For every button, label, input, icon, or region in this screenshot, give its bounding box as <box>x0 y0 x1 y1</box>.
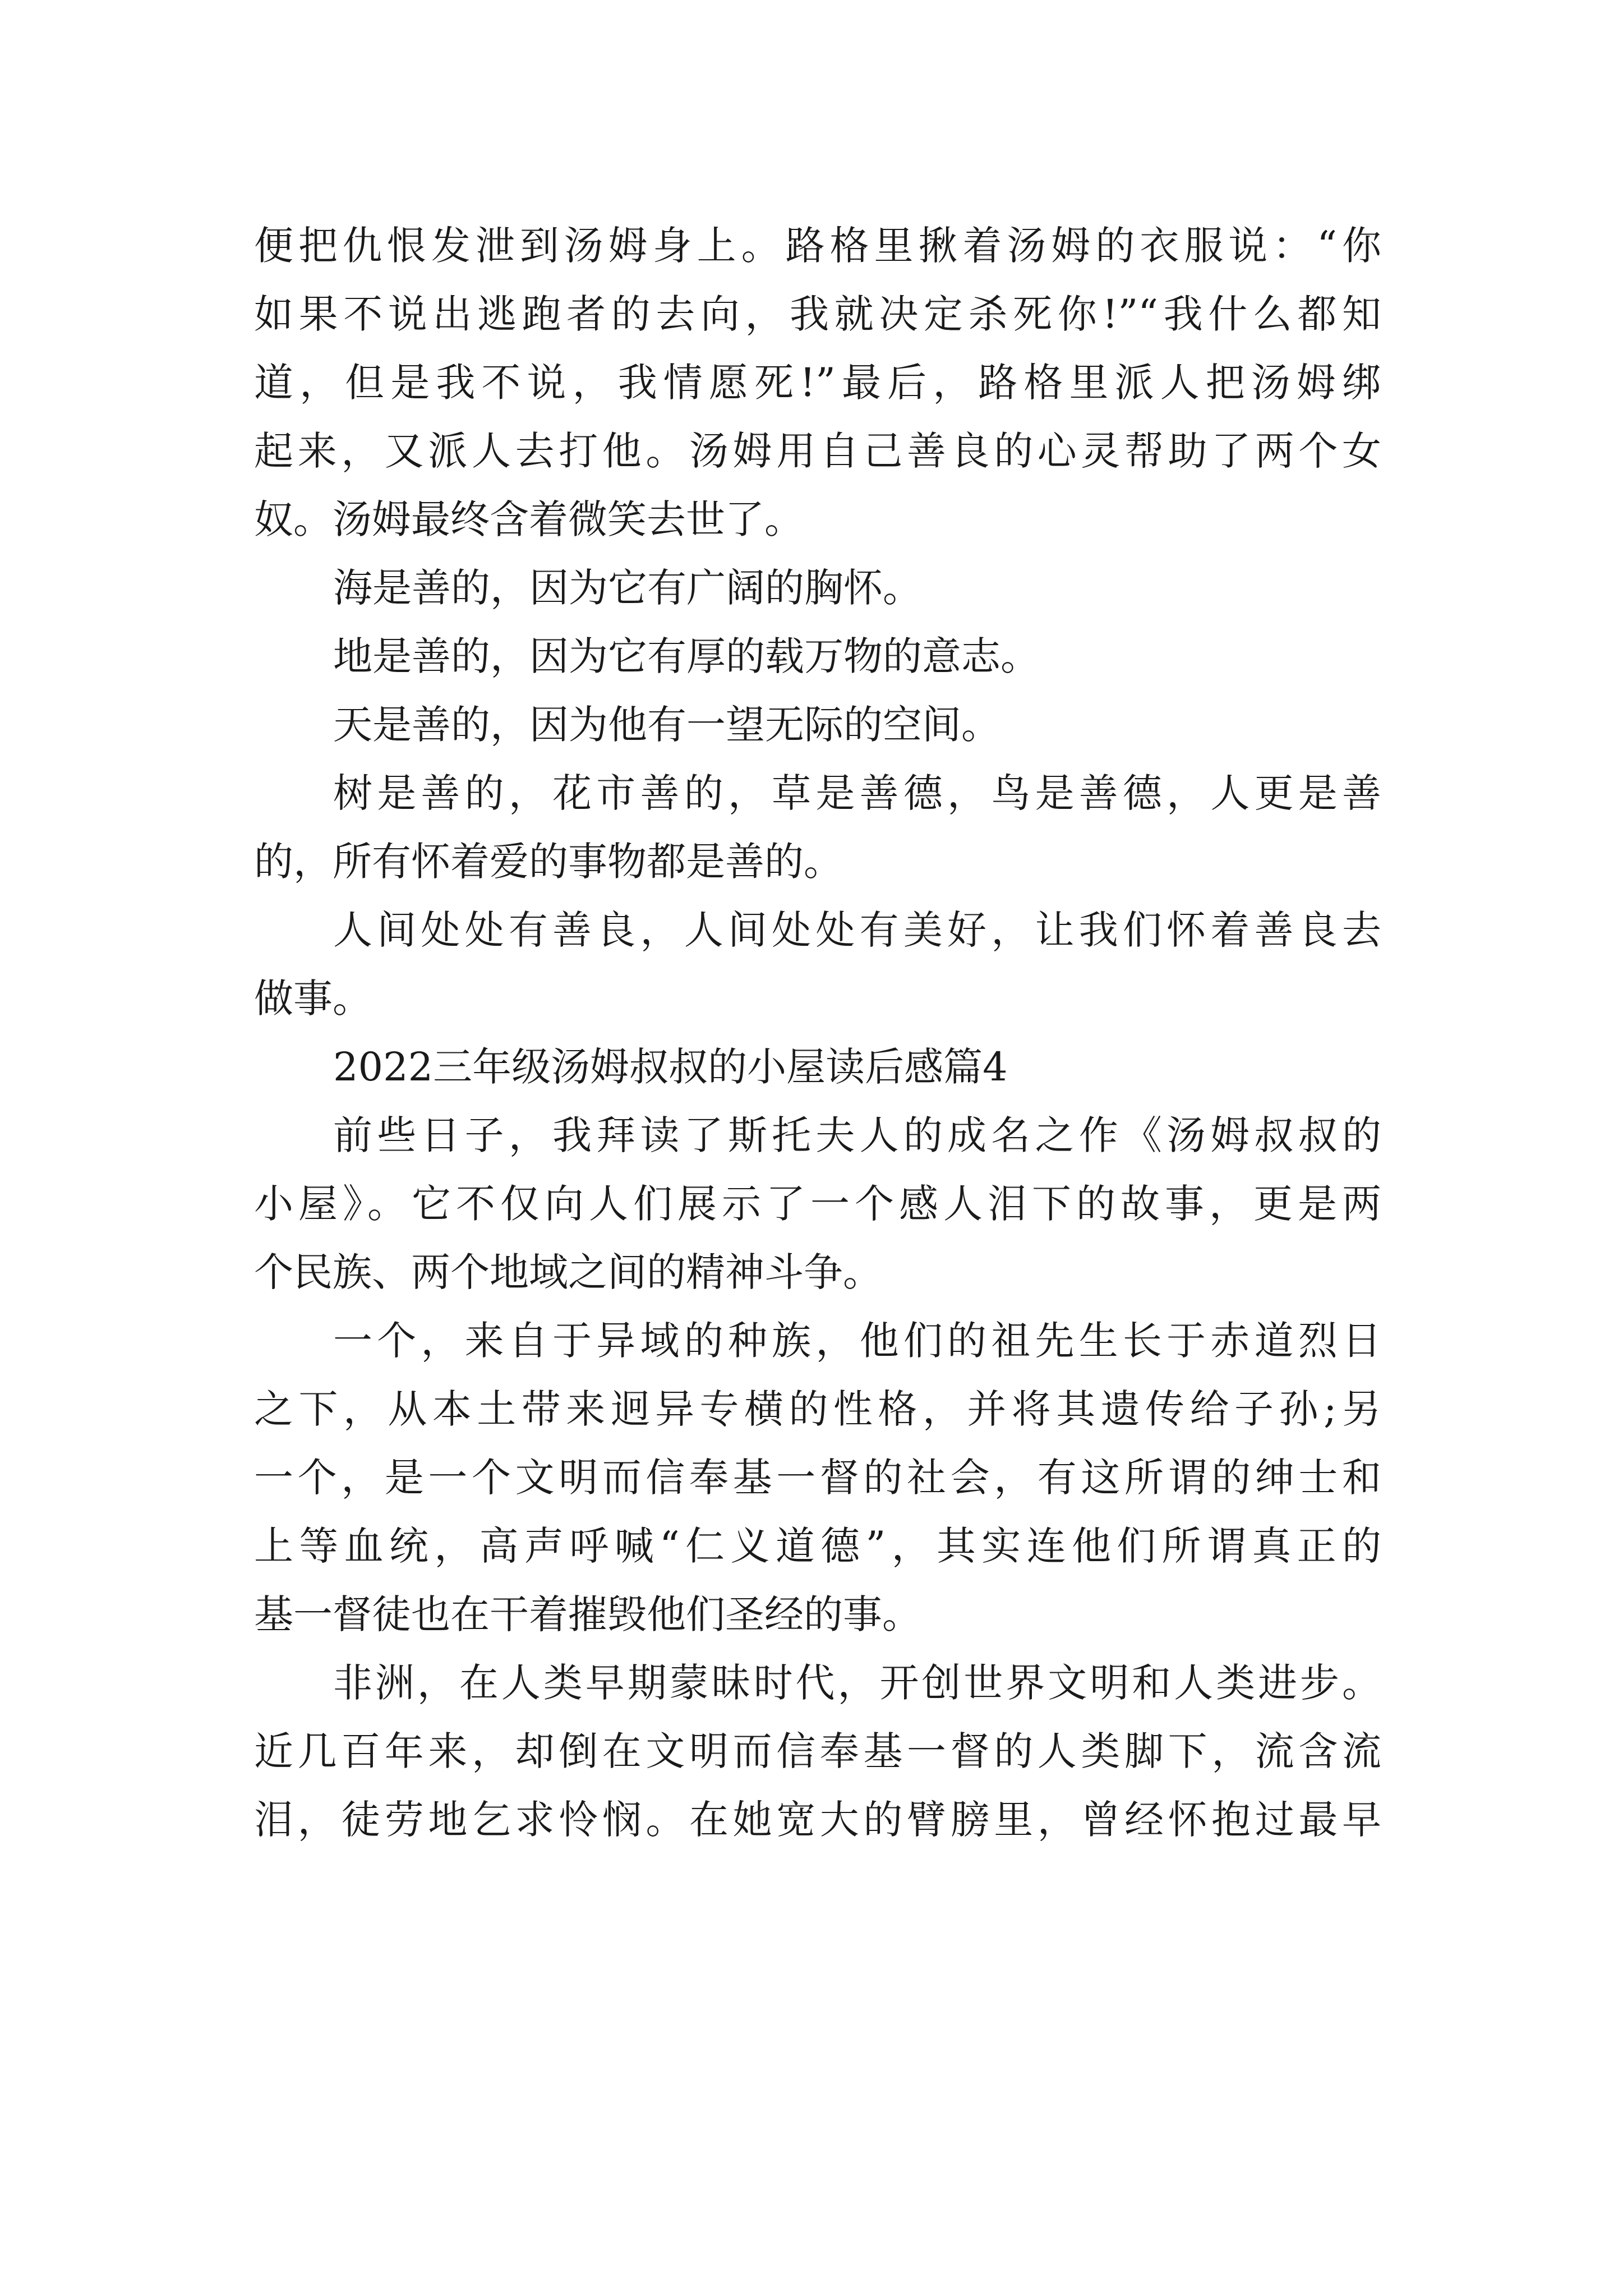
text-line: 便把仇恨发泄到汤姆身上。路格里揪着汤姆的衣服说：“你 <box>254 223 1381 269</box>
paragraph-line: 树是善的，花市善的，草是善德，鸟是善德，人更是善 <box>333 770 1381 816</box>
text-line: 奴。汤姆最终含着微笑去世了。 <box>254 496 804 542</box>
text-line: 上等血统，高声呼喊“仁义道德”，其实连他们所谓真正的 <box>254 1523 1381 1569</box>
text-line: 道，但是我不说，我情愿死!”最后，路格里派人把汤姆绑 <box>254 360 1381 406</box>
text-line: 起来，又派人去打他。汤姆用自己善良的心灵帮助了两个女 <box>254 428 1381 474</box>
paragraph-line: 前些日子，我拜读了斯托夫人的成名之作《汤姆叔叔的 <box>333 1112 1381 1158</box>
paragraph-line: 地是善的，因为它有厚的载万物的意志。 <box>333 633 1040 679</box>
text-line: 近几百年来，却倒在文明而信奉基一督的人类脚下，流含流 <box>254 1728 1381 1774</box>
paragraph-line: 一个，来自于异域的种族，他们的祖先生长于赤道烈日 <box>333 1318 1381 1364</box>
section-heading: 2022三年级汤姆叔叔的小屋读后感篇4 <box>333 1044 1008 1090</box>
text-line: 小屋》。它不仅向人们展示了一个感人泪下的故事，更是两 <box>254 1181 1381 1227</box>
text-line: 的，所有怀着爱的事物都是善的。 <box>254 839 843 885</box>
text-line: 泪，徒劳地乞求怜悯。在她宽大的臂膀里，曾经怀抱过最早 <box>254 1797 1381 1843</box>
paragraph-line: 人间处处有善良，人间处处有美好，让我们怀着善良去 <box>333 907 1381 953</box>
text-line: 如果不说出逃跑者的去向，我就决定杀死你!”“我什么都知 <box>254 291 1381 337</box>
text-line: 个民族、两个地域之间的精神斗争。 <box>254 1249 882 1295</box>
text-line: 之下，从本土带来迥异专横的性格，并将其遗传给子孙;另 <box>254 1386 1381 1432</box>
text-line: 基一督徒也在干着摧毁他们圣经的事。 <box>254 1591 921 1637</box>
paragraph-line: 天是善的，因为他有一望无际的空间。 <box>333 702 1000 748</box>
paragraph-line: 非洲，在人类早期蒙昧时代，开创世界文明和人类进步。 <box>333 1660 1381 1706</box>
text-line: 一个，是一个文明而信奉基一督的社会，有这所谓的绅士和 <box>254 1455 1381 1501</box>
text-line: 做事。 <box>254 976 372 1022</box>
paragraph-line: 海是善的，因为它有广阔的胸怀。 <box>333 565 922 611</box>
